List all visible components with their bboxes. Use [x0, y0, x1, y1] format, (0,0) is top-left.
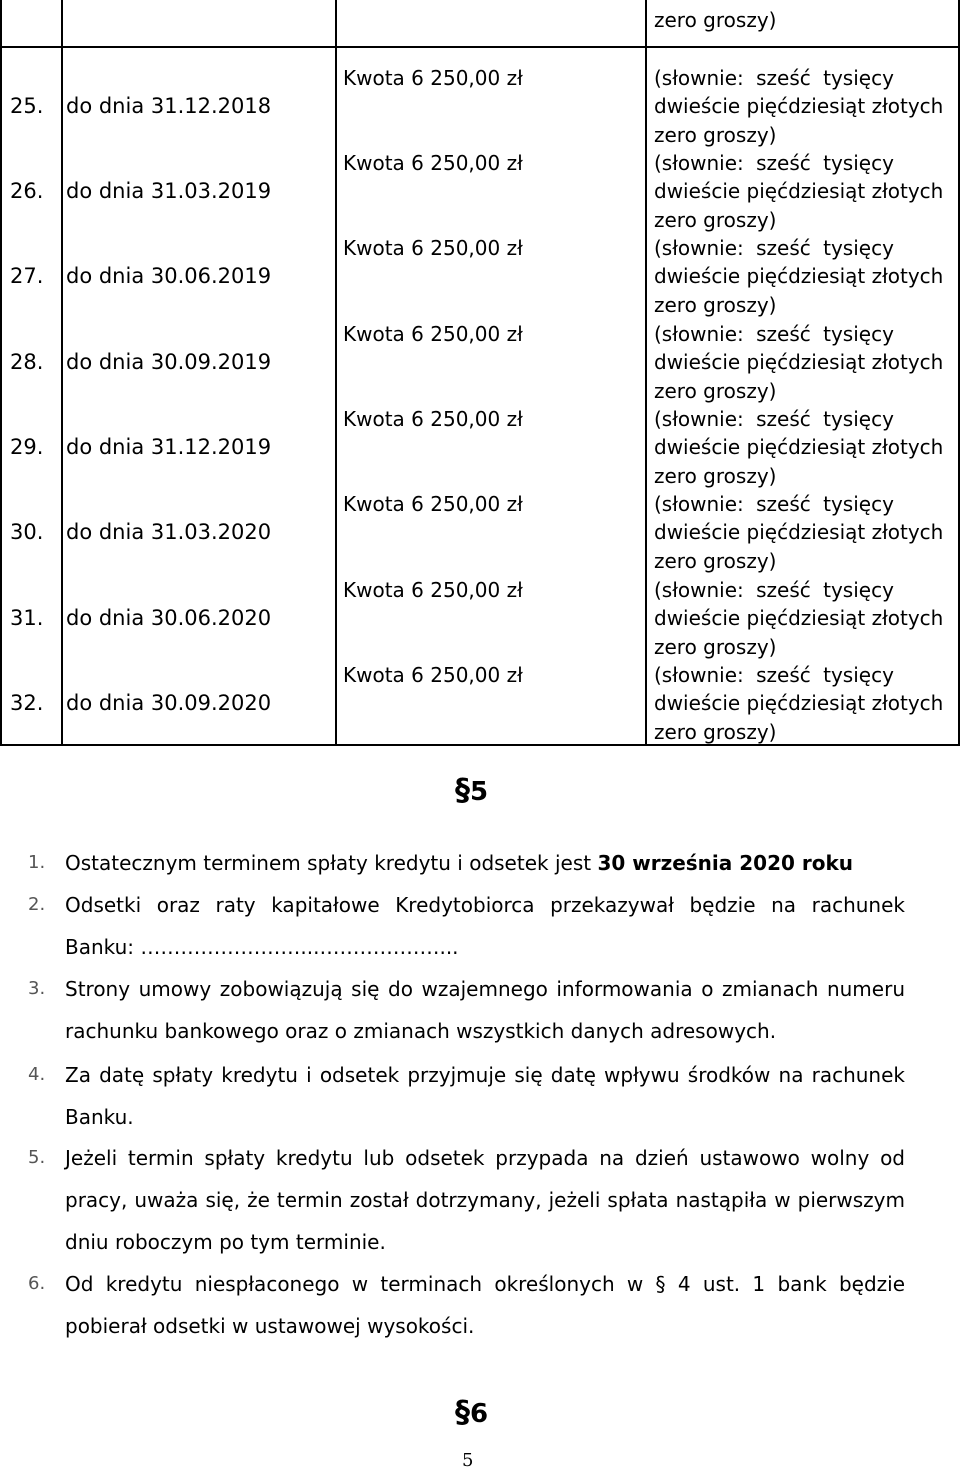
item-number: 3.: [28, 978, 46, 999]
installment-number: 26.: [10, 179, 44, 203]
section-number: 6: [470, 1399, 489, 1429]
installment-amount: Kwota 6 250,00 zł: [343, 663, 523, 687]
words-line-1: (słownie: sześć tysięcy: [654, 407, 894, 431]
item-text: Od kredytu niespłaconego w terminach określonych w § 4 ust. 1 bank będzie pobierał odsetki w ustawowej wysokości.: [65, 1272, 905, 1338]
installment-date: do dnia 30.06.2019: [66, 264, 272, 288]
item-number: 5.: [28, 1147, 46, 1168]
words-line-3: zero groszy): [654, 634, 777, 659]
section-6-heading: [455, 1395, 489, 1430]
page-number: 5: [462, 1450, 474, 1471]
amount-in-words: [654, 405, 946, 490]
installment-number: 25.: [10, 94, 44, 118]
words-line-3: zero groszy): [654, 292, 777, 317]
item-number: 4.: [28, 1064, 46, 1085]
amount-in-words: [654, 490, 946, 575]
table-row: [0, 490, 960, 575]
section-number: 5: [470, 777, 489, 807]
paragraph-sign: §: [455, 773, 470, 808]
words-line-2: dwieście pięćdziesiąt złotych: [654, 435, 944, 460]
words-line-2: dwieście pięćdziesiąt złotych: [654, 520, 944, 545]
words-line-2: dwieście pięćdziesiąt złotych: [654, 264, 944, 289]
words-line-1: (słownie: sześć tysięcy: [654, 492, 894, 516]
table-row: [0, 405, 960, 490]
item-number: 1.: [28, 852, 46, 873]
table-row-separator: [0, 46, 960, 48]
installment-number: 31.: [10, 606, 44, 630]
installment-amount: Kwota 6 250,00 zł: [343, 66, 523, 90]
installment-amount: Kwota 6 250,00 zł: [343, 236, 523, 260]
carryover-text: zero groszy): [654, 8, 777, 32]
installment-amount: Kwota 6 250,00 zł: [343, 407, 523, 431]
words-line-1: (słownie: sześć tysięcy: [654, 663, 894, 687]
words-line-2: dwieście pięćdziesiąt złotych: [654, 94, 944, 119]
words-line-3: zero groszy): [654, 463, 777, 488]
words-line-1: (słownie: sześć tysięcy: [654, 236, 894, 260]
item-text: [65, 842, 905, 884]
words-line-1: (słownie: sześć tysięcy: [654, 66, 894, 90]
installment-date: do dnia 31.03.2019: [66, 179, 272, 203]
final-repayment-date: 30 września 2020 roku: [597, 851, 854, 875]
installment-number: 32.: [10, 691, 44, 715]
section-5-heading: [455, 773, 489, 808]
installment-amount: Kwota 6 250,00 zł: [343, 578, 523, 602]
item-number: 2.: [28, 894, 46, 915]
words-line-2: dwieście pięćdziesiąt złotych: [654, 179, 944, 204]
installment-date: do dnia 31.03.2020: [66, 520, 272, 544]
words-line-2: dwieście pięćdziesiąt złotych: [654, 350, 944, 375]
installment-number: 29.: [10, 435, 44, 459]
item-text: Strony umowy zobowiązują się do wzajemnego informowania o zmianach numeru rachunku bankowego oraz o zmianach wszystkich danych adresowych.: [65, 977, 905, 1043]
words-line-1: (słownie: sześć tysięcy: [654, 151, 894, 175]
installment-date: do dnia 31.12.2018: [66, 94, 272, 118]
words-line-3: zero groszy): [654, 548, 777, 573]
installment-date: do dnia 30.09.2019: [66, 350, 272, 374]
amount-in-words: [654, 576, 946, 661]
installment-number: 30.: [10, 520, 44, 544]
installment-amount: Kwota 6 250,00 zł: [343, 322, 523, 346]
table-row: [0, 64, 960, 149]
words-line-2: dwieście pięćdziesiąt złotych: [654, 606, 944, 631]
table-row: [0, 661, 960, 746]
amount-in-words: [654, 320, 946, 405]
item-number: 6.: [28, 1273, 46, 1294]
paragraph-sign: §: [455, 1395, 470, 1430]
table-row: [0, 149, 960, 234]
amount-in-words: [654, 149, 946, 234]
amount-in-words: [654, 64, 946, 149]
words-line-3: zero groszy): [654, 122, 777, 147]
installment-amount: Kwota 6 250,00 zł: [343, 151, 523, 175]
table-row: [0, 234, 960, 319]
installment-date: do dnia 30.06.2020: [66, 606, 272, 630]
table-row: [0, 576, 960, 661]
item-text-regular: Ostatecznym terminem spłaty kredytu i odsetek jest: [65, 851, 598, 875]
installment-number: 27.: [10, 264, 44, 288]
item-text: Odsetki oraz raty kapitałowe Kredytobiorca przekazywał będzie na rachunek Banku: ……………………...………………...: [65, 893, 905, 959]
words-line-3: zero groszy): [654, 719, 777, 744]
item-text: Za datę spłaty kredytu i odsetek przyjmuje się datę wpływu środków na rachunek Banku.: [65, 1063, 905, 1129]
words-line-1: (słownie: sześć tysięcy: [654, 578, 894, 602]
installment-number: 28.: [10, 350, 44, 374]
item-text: Jeżeli termin spłaty kredytu lub odsetek przypada na dzień ustawowo wolny od pracy, uważa się, że termin został dotrzymany, jeżeli spłata nastąpiła w pierwszym dniu roboczym po tym terminie.: [65, 1146, 905, 1254]
installment-date: do dnia 30.09.2020: [66, 691, 272, 715]
table-row: [0, 320, 960, 405]
words-line-1: (słownie: sześć tysięcy: [654, 322, 894, 346]
words-line-3: zero groszy): [654, 207, 777, 232]
words-line-3: zero groszy): [654, 378, 777, 403]
installment-amount: Kwota 6 250,00 zł: [343, 492, 523, 516]
installment-date: do dnia 31.12.2019: [66, 435, 272, 459]
amount-in-words: [654, 234, 946, 319]
words-line-2: dwieście pięćdziesiąt złotych: [654, 691, 944, 716]
amount-in-words: [654, 661, 946, 746]
